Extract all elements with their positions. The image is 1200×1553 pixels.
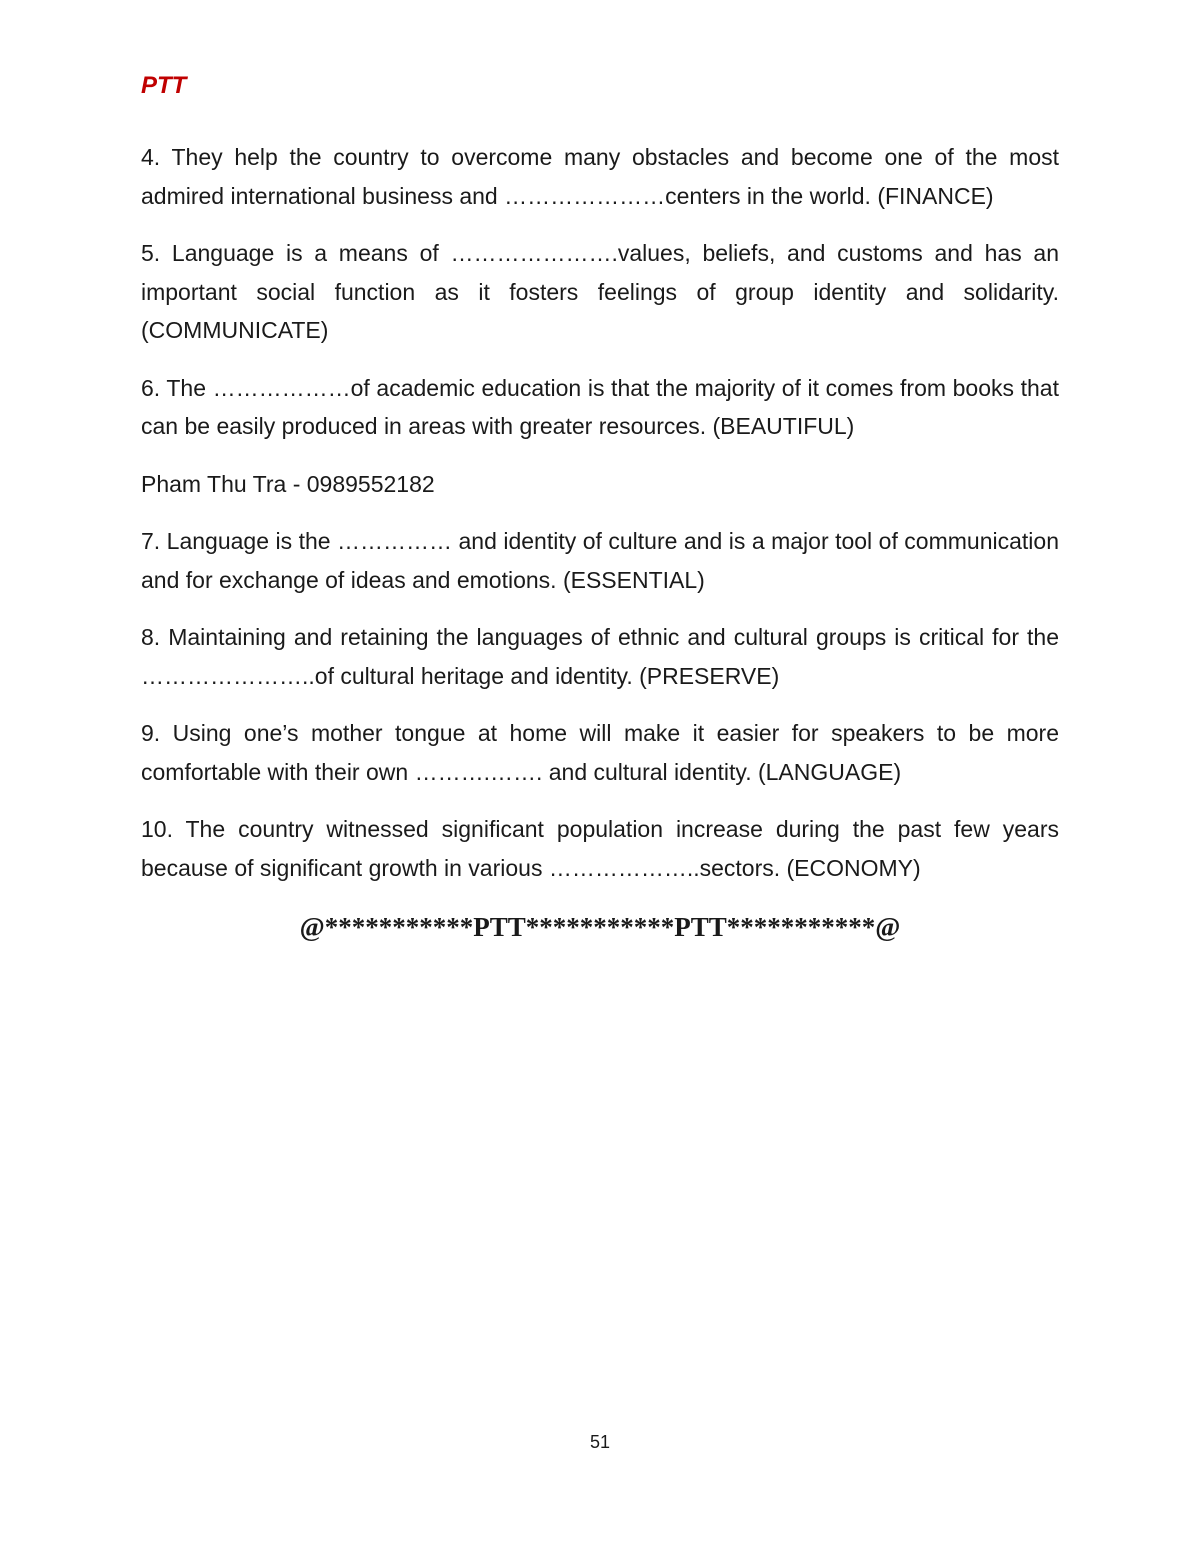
header-mark: PTT — [141, 72, 187, 99]
exercise-item-6: 6. The ………………of academic education is that the majority of it comes from books that can be easily produced in areas with greater resources. (BEAUTIFUL) — [141, 374, 1059, 439]
section-divider: @***********PTT***********PTT***********@ — [299, 912, 901, 942]
page-number: 51 — [589, 1432, 611, 1452]
exercise-list — [141, 138, 1059, 906]
exercise-item-8: 8. Maintaining and retaining the languages of ethnic and cultural groups is critical for the …………………..of cultural heritage and identity. (PRESERVE) — [141, 624, 1059, 689]
author-contact: Pham Thu Tra - 0989552182 — [141, 470, 435, 497]
exercise-item-9: 9. Using one’s mother tongue at home will make it easier for speakers to be more comfortable with their own ……….……. and cultural identity. (LANGUAGE) — [141, 720, 1059, 785]
exercise-item-10: 10. The country witnessed significant population increase during the past few years because of significant growth in various ………………..sectors. (ECONOMY) — [141, 816, 1059, 881]
exercise-item-4: 4. They help the country to overcome many obstacles and become one of the most admired international business and …………………centers in the world. (FINANCE) — [141, 144, 1059, 209]
exercise-item-5: 5. Language is a means of ………………….values, beliefs, and customs and has an important social function as it fosters feelings of group identity and solidarity. (COMMUNICATE) — [141, 240, 1059, 343]
exercise-item-7: 7. Language is the …………… and identity of culture and is a major tool of communication and for exchange of ideas and emotions. (ESSENTIAL) — [141, 528, 1059, 593]
